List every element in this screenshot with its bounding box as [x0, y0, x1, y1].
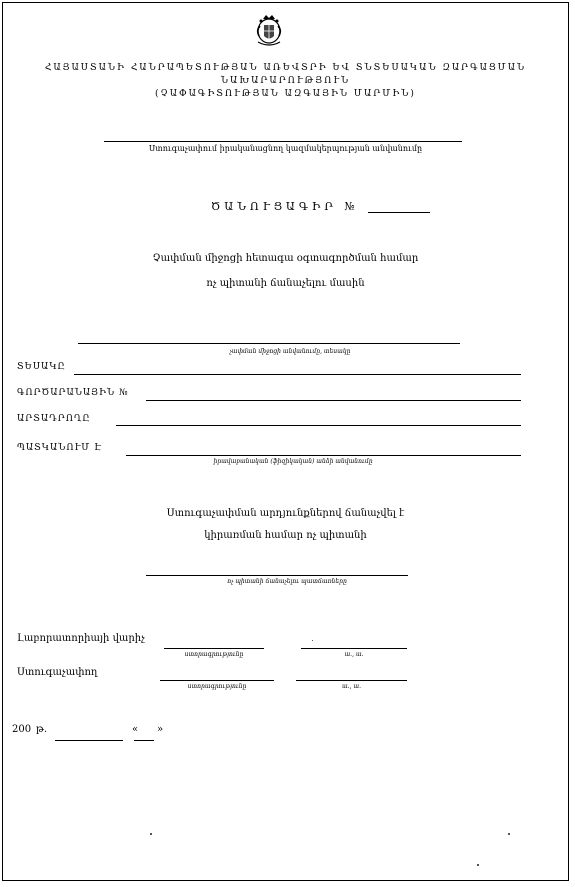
ministry-name: ՀԱՅԱՍՏԱՆԻ ՀԱՆՐԱՊԵՏՈՒԹՅԱՆ ԱՌԵՎՏՐԻ ԵՎ ՏՆՏԵՍԱԿԱՆ ԶԱՐԳԱՑՄԱՆ [44, 63, 527, 73]
date-close-quote: » [157, 724, 164, 735]
scan-speck [477, 864, 479, 866]
lab-head-signature-field[interactable] [164, 648, 264, 649]
owner-caption: իրավաբանական (ֆիզիկական) անձի անվանումը [213, 458, 373, 465]
serial-number-label: ԳՈՐԾԱՐԱՆԱՅԻՆ № [17, 388, 129, 398]
organization-name-line [104, 141, 462, 142]
subtitle-line1: Չափման միջոցի հետագա օգտագործման համար [152, 253, 419, 264]
lab-head-name-caption: ա., ա. [344, 651, 364, 658]
metrology-body-name: (ՉԱՓԱԳԻՏՈՒԹՅԱՆ ԱԶԳԱՅԻՆ ՄԱՐՄԻՆ) [155, 89, 416, 99]
scan-speck [508, 833, 510, 835]
serial-number-field[interactable] [146, 400, 521, 401]
verifier-label: Ստուգաչափող [17, 667, 98, 678]
date-year-suffix: թ. [36, 724, 48, 735]
verifier-name-field[interactable] [296, 680, 407, 681]
owner-field[interactable] [126, 455, 521, 456]
scan-speck [312, 640, 313, 641]
subtitle-line2: ոչ պիտանի ճանաչելու մասին [206, 278, 365, 289]
result-line1: Ստուգաչափման արդյունքներով ճանաչվել է [166, 508, 405, 519]
owner-label: ՊԱՏԿԱՆՈՒՄ Է [17, 443, 103, 453]
manufacturer-field[interactable] [116, 425, 521, 426]
lab-head-name-field[interactable] [301, 648, 407, 649]
date-open-quote: « [132, 724, 139, 735]
rejection-reasons-caption: ոչ պիտանի ճանաչելու պատճառները [227, 578, 347, 585]
document-number-field[interactable] [368, 212, 430, 213]
organization-caption: Ստուգաչափում իրականացնող կազմակերպության անվանումը [148, 144, 423, 153]
verifier-signature-caption: ստորագրությունը [187, 683, 247, 690]
lab-head-signature-caption: ստորագրությունը [184, 651, 244, 658]
result-line2: կիրառման համար ոչ պիտանի [204, 530, 367, 541]
date-day-field[interactable] [134, 740, 154, 741]
verifier-signature-field[interactable] [160, 680, 274, 681]
type-label: ՏԵՍԱԿԸ [17, 362, 66, 372]
instrument-name-field[interactable] [78, 343, 460, 344]
lab-head-label: Լաբորատորիայի վարիչ [17, 633, 145, 644]
manufacturer-label: ԱՐՏԱԴՐՈՂԸ [17, 414, 91, 424]
date-year: 200 [12, 724, 32, 735]
date-month-field[interactable] [55, 740, 123, 741]
rejection-reasons-field[interactable] [146, 575, 408, 576]
verifier-name-caption: ա., ա. [341, 683, 361, 690]
scan-speck [150, 833, 152, 835]
page-border [2, 2, 569, 881]
document-title: ԾԱՆՈՒՑԱԳԻՐ № [211, 200, 359, 213]
instrument-caption: չափման միջոցի անվանումը, տեսակը [229, 348, 351, 355]
type-field[interactable] [74, 374, 521, 375]
coat-of-arms-icon [252, 12, 286, 48]
ministry-name-line2: ՆԱԽԱՐԱՐՈՒԹՅՈՒՆ [220, 76, 351, 86]
